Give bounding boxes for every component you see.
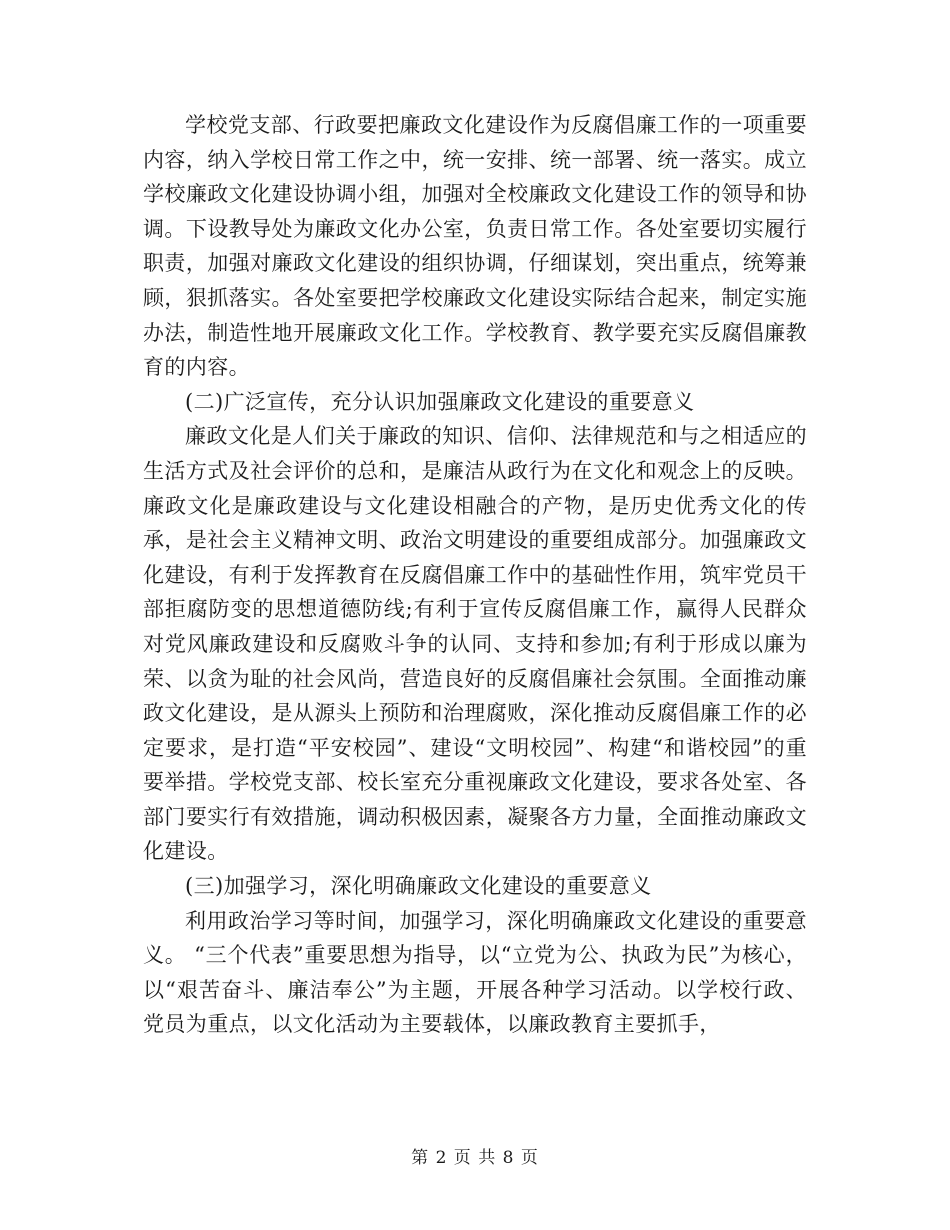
section-heading: (二)广泛宣传，充分认识加强廉政文化建设的重要意义 (185, 389, 695, 414)
body-paragraph: 利用政治学习等时间，加强学习，深化明确廉政文化建设的重要意义。 “三个代表”重要思想为指导，以“立党为公、执政为民”为核心，以“艰苦奋斗、廉洁奉公”为主题，开展各种学习活动。以学校行政、党员为重点，以文化活动为主要载体，以廉政教育主要抓手， (143, 908, 807, 1037)
section-heading: (三)加强学习，深化明确廉政文化建设的重要意义 (185, 874, 652, 899)
body-paragraph: 学校党支部、行政要把廉政文化建设作为反腐倡廉工作的一项重要内容，纳入学校日常工作之中，统一安排、统一部署、统一落实。成立学校廉政文化建设协调小组，加强对全校廉政文化建设工作的领导和协调。下设教导处为廉政文化办公室，负责日常工作。各处室要切实履行职责，加强对廉政文化建设的组织协调，仔细谋划，突出重点，统筹兼顾，狠抓落实。各处室要把学校廉政文化建设实际结合起来，制定实施办法，制造性地开展廉政文化工作。学校教育、教学要充实反腐倡廉教育的内容。 (143, 113, 807, 380)
document-body (143, 108, 807, 1042)
page-number-footer: 第 2 页 共 8 页 (411, 1148, 539, 1168)
body-paragraph: 廉政文化是人们关于廉政的知识、信仰、法律规范和与之相适应的生活方式及社会评价的总和，是廉洁从政行为在文化和观念上的反映。廉政文化是廉政建设与文化建设相融合的产物，是历史优秀文化的传承，是社会主义精神文明、政治文明建设的重要组成部分。加强廉政文化建设，有利于发挥教育在反腐倡廉工作中的基础性作用，筑牢党员干部拒腐防变的思想道德防线;有利于宣传反腐倡廉工作，赢得人民群众对党风廉政建设和反腐败斗争的认同、支持和参加;有利于形成以廉为荣、以贪为耻的社会风尚，营造良好的反腐倡廉社会氛围。全面推动廉政文化建设，是从源头上预防和治理腐败，深化推动反腐倡廉工作的必定要求，是打造“平安校园”、建设“文明校园”、构建“和谐校园”的重要举措。学校党支部、校长室充分重视廉政文化建设，要求各处室、各部门要实行有效措施，调动积极因素，凝聚各方力量，全面推动廉政文化建设。 (143, 424, 807, 864)
